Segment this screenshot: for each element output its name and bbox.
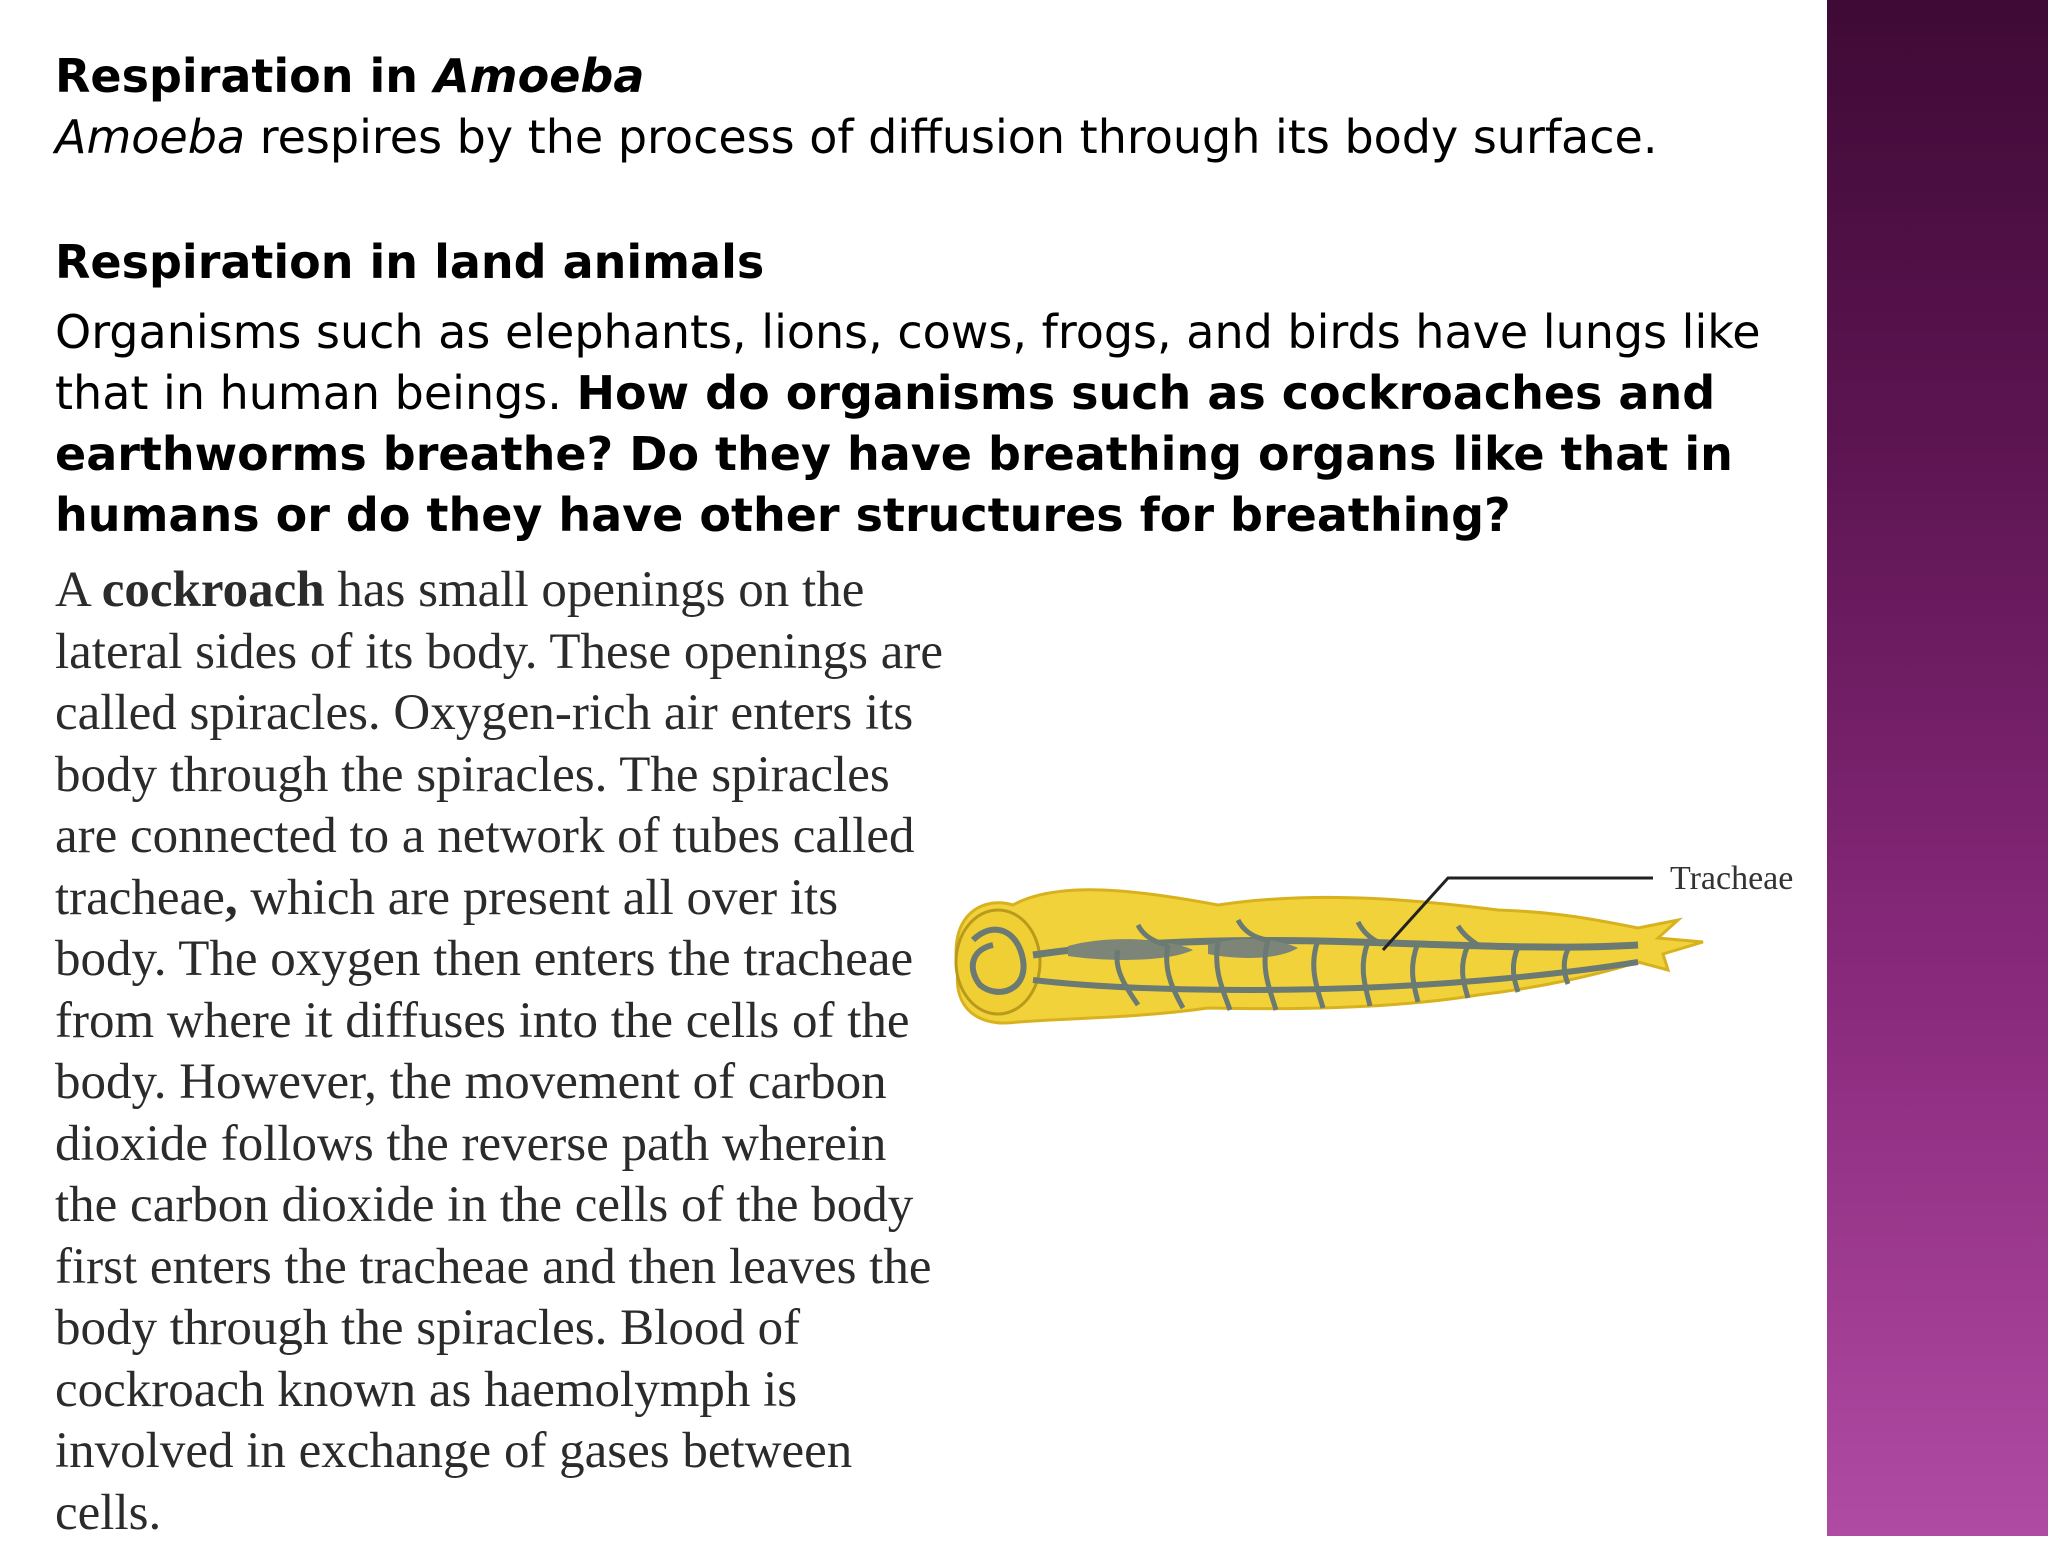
heading-amoeba: [55, 46, 1815, 107]
side-decoration-band: [1827, 0, 2048, 1536]
land-animals-paragraph: [55, 302, 1815, 546]
land-animals-question: How do organisms such as cockroaches and earthworms breathe? Do they have breathing organs like that in humans or do they have other structures for breathing?: [55, 366, 1733, 542]
cockroach-head: [956, 910, 1040, 1014]
amoeba-paragraph: [55, 107, 1815, 168]
cockroach-paragraph: [55, 560, 955, 1544]
cockroach-body: [956, 890, 1703, 1023]
land-animals-text: Organisms such as elephants, lions, cows, frogs, and birds have lungs like that in human beings.: [55, 305, 1761, 420]
cockroach-text-2: which are present all over its body. The oxygen then enters the tracheae from where it diffuses into the cells of the body. However, the movement of carbon dioxide follows the reverse path wherein the carbon dioxide in the cells of the body first enters the tracheae and then leaves the body through the spiracles. Blood of cockroach known as haemolymph is involved in exchange of gases between cells.: [55, 869, 932, 1541]
cockroach-term: cockroach: [101, 562, 325, 618]
amoeba-paragraph-italic: Amoeba: [55, 110, 246, 164]
heading-amoeba-prefix: Respiration in: [55, 49, 435, 103]
cockroach-comma: ,: [224, 869, 238, 926]
cockroach-text-1: has small openings on the lateral sides of its body. These openings are called spiracles. Oxygen-rich air enters its body through the spiracles. The spiracles are connected to a network of tubes called tracheae: [55, 562, 944, 926]
heading-land-animals: Respiration in land animals: [55, 235, 765, 289]
amoeba-paragraph-text: respires by the process of diffusion through its body surface.: [245, 110, 1658, 164]
cockroach-lead: A: [55, 562, 102, 618]
tracheae-label: Tracheae: [1670, 860, 1794, 897]
heading-amoeba-italic: Amoeba: [434, 49, 645, 103]
